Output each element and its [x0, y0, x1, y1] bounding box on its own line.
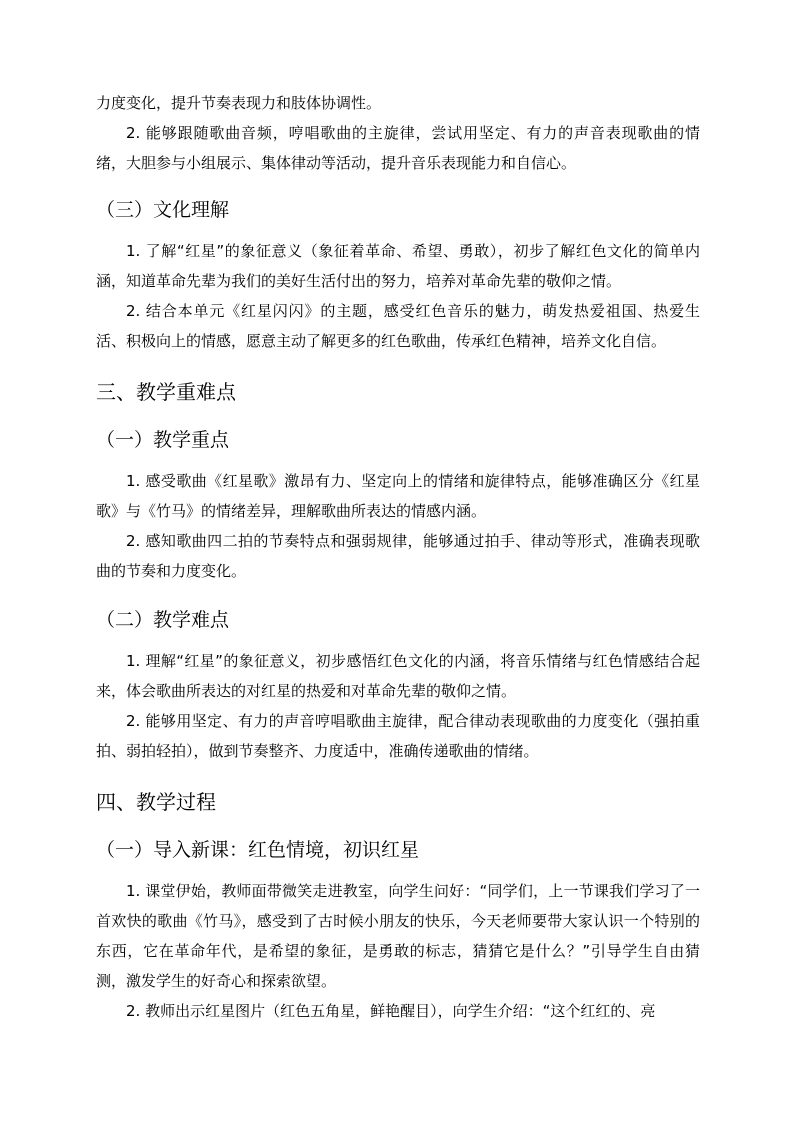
paragraph-intro-1: 1. 课堂伊始，教师面带微笑走进教室，向学生问好：“同学们，上一节课我们学习了一首欢快的歌曲《竹马》，感受到了古时候小朋友的快乐，今天老师要带大家认识一个特别的东西，它在革命年代，是希望的象征，是勇敢的标志，猜猜它是什么？”引导学生自由猜测，激发学生的好奇心和探索欲望。: [96, 882, 700, 990]
paragraph-intro-2: 2. 教师出示红星图片（红色五角星，鲜艳醒目），向学生介绍：“这个红红的、亮: [126, 1002, 656, 1020]
document-page: [96, 88, 700, 1026]
paragraph-difficulty-2: 2. 能够用坚定、有力的声音哼唱歌曲主旋律，配合律动表现歌曲的力度变化（强拍重拍、弱拍轻拍），做到节奏整齐、力度适中，准确传递歌曲的情绪。: [96, 712, 700, 760]
paragraph-culture-goal-1: 1. 了解“红星”的象征意义（象征着革命、希望、勇敢），初步了解红色文化的简单内涵，知道革命先辈为我们的美好生活付出的努力，培养对革命先辈的敬仰之情。: [96, 242, 700, 290]
heading-teaching-focus: （一）教学重点: [96, 429, 230, 451]
heading-teaching-process: 四、教学过程: [96, 790, 216, 814]
paragraph-focus-2: 2. 感知歌曲四二拍的节奏特点和强弱规律，能够通过拍手、律动等形式，准确表现歌曲的节奏和力度变化。: [96, 532, 700, 580]
heading-key-difficult-points: 三、教学重难点: [96, 380, 236, 404]
paragraph-continuation: 力度变化，提升节奏表现力和肢体协调性。: [96, 94, 382, 112]
heading-culture-understanding: （三）文化理解: [96, 199, 230, 221]
paragraph-difficulty-1: 1. 理解“红星”的象征意义，初步感悟红色文化的内涵，将音乐情绪与红色情感结合起来，体会歌曲所表达的对红星的热爱和对革命先辈的敬仰之情。: [96, 652, 700, 700]
heading-introduction: （一）导入新课：红色情境，初识红星: [96, 839, 420, 861]
paragraph-focus-1: 1. 感受歌曲《红星歌》激昂有力、坚定向上的情绪和旋律特点，能够准确区分《红星歌》与《竹马》的情绪差异，理解歌曲所表达的情感内涵。: [96, 472, 700, 520]
paragraph-culture-goal-2: 2. 结合本单元《红星闪闪》的主题，感受红色音乐的魅力，萌发热爱祖国、热爱生活、积极向上的情感，愿意主动了解更多的红色歌曲，传承红色精神，培养文化自信。: [96, 302, 700, 350]
paragraph-skill-goal-2: 2. 能够跟随歌曲音频，哼唱歌曲的主旋律，尝试用坚定、有力的声音表现歌曲的情绪，大胆参与小组展示、集体律动等活动，提升音乐表现能力和自信心。: [96, 124, 700, 172]
heading-teaching-difficulty: （二）教学难点: [96, 609, 230, 631]
